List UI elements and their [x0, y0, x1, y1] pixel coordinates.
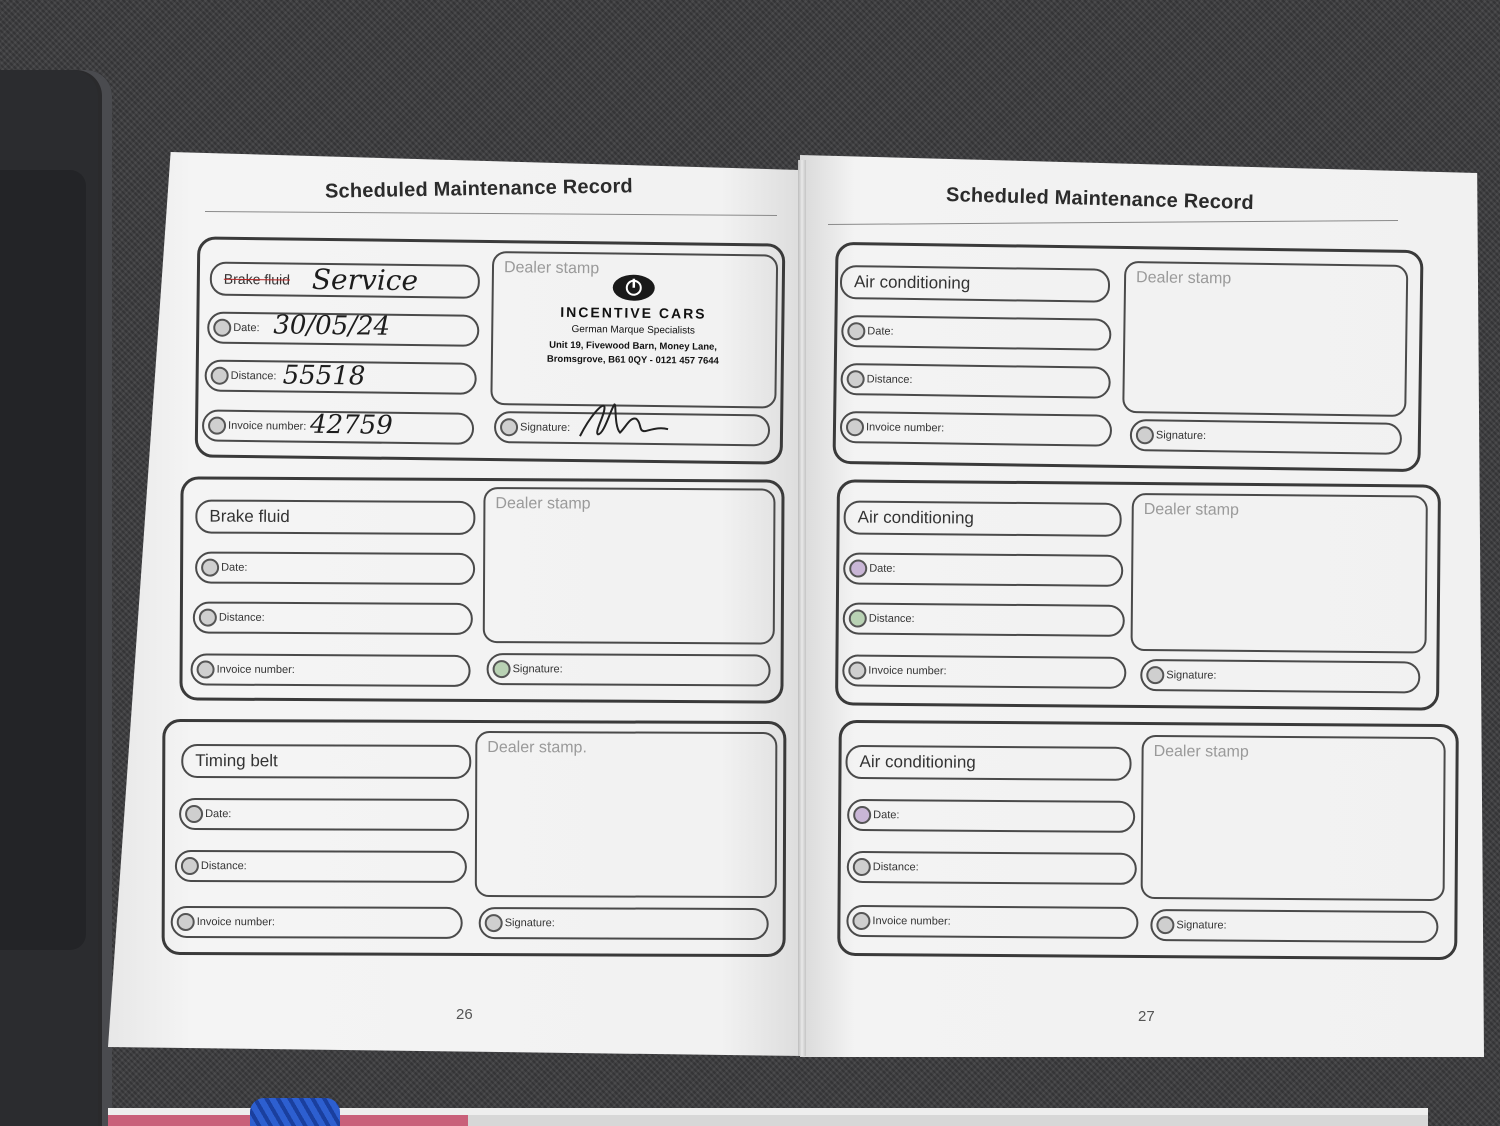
distance-label: Distance:	[872, 861, 919, 874]
date-checkbox[interactable]	[185, 805, 203, 823]
distance-label: Distance:	[218, 611, 265, 624]
case-inner-panel	[0, 170, 86, 950]
dealer-stamp-box	[1141, 735, 1446, 901]
dealer-stamp-box	[1131, 493, 1428, 654]
date-label: Date:	[873, 809, 900, 822]
date-label: Date:	[869, 562, 896, 575]
dealer-stamp-label: Dealer stamp.	[487, 739, 587, 757]
signature-field[interactable]	[479, 907, 769, 940]
signature-field[interactable]	[1130, 419, 1402, 455]
date-label: Date:	[867, 325, 894, 338]
invoice-checkbox[interactable]	[177, 913, 195, 931]
date-field[interactable]	[207, 312, 479, 347]
signature-checkbox[interactable]	[1146, 666, 1164, 684]
signature-label: Signature:	[1155, 429, 1207, 443]
distance-checkbox[interactable]	[181, 857, 199, 875]
dealer-address-line2: Bromsgrove, B61 0QY - 0121 457 7644	[546, 353, 719, 367]
invoice-label: Invoice number:	[872, 915, 951, 928]
service-name-field[interactable]	[840, 265, 1110, 303]
dealer-tagline: German Marque Specialists	[571, 323, 696, 337]
dealer-address-line1: Unit 19, Fivewood Barn, Money Lane,	[549, 339, 718, 353]
signature-field[interactable]	[1150, 909, 1438, 943]
service-name: Timing belt	[195, 751, 278, 771]
invoice-field[interactable]	[202, 409, 474, 444]
invoice-checkbox[interactable]	[846, 418, 864, 436]
right-page-number: 27	[1138, 1008, 1155, 1025]
signature-field[interactable]	[1140, 659, 1420, 693]
handwritten-signature	[576, 396, 687, 443]
dealer-stamp-label: Dealer stamp	[1135, 269, 1232, 288]
dealer-stamp-label: Dealer stamp	[1143, 501, 1239, 519]
distance-field[interactable]	[843, 602, 1125, 636]
invoice-label: Invoice number:	[196, 916, 275, 929]
signature-label: Signature:	[519, 421, 571, 434]
date-checkbox[interactable]	[853, 806, 871, 824]
distance-value: 55518	[282, 360, 366, 392]
power-logo-icon	[613, 274, 655, 301]
dealer-stamp	[513, 273, 754, 369]
signature-label: Signature:	[1176, 919, 1227, 932]
distance-field[interactable]	[847, 851, 1137, 885]
date-field[interactable]	[195, 551, 475, 584]
service-name-field[interactable]	[845, 745, 1131, 781]
date-label: Date:	[233, 321, 260, 335]
invoice-value: 42759	[309, 409, 393, 441]
invoice-field[interactable]	[190, 653, 470, 686]
signature-checkbox[interactable]	[500, 418, 518, 436]
invoice-field[interactable]	[846, 905, 1138, 939]
date-field[interactable]	[843, 552, 1123, 586]
service-name: Air conditioning	[857, 507, 974, 528]
service-name-handwritten: Service	[311, 262, 419, 298]
left-page-number: 26	[456, 1006, 473, 1023]
signature-checkbox[interactable]	[1136, 426, 1154, 444]
date-checkbox[interactable]	[847, 322, 865, 340]
distance-checkbox[interactable]	[847, 370, 865, 388]
service-name: Air conditioning	[853, 272, 971, 293]
date-checkbox[interactable]	[849, 559, 867, 577]
invoice-label: Invoice number:	[216, 663, 295, 677]
dealer-name: INCENTIVE CARS	[560, 303, 707, 322]
signature-checkbox[interactable]	[1156, 916, 1174, 934]
lanyard	[250, 1098, 340, 1126]
service-name-field[interactable]	[181, 744, 471, 779]
service-name: Brake fluid	[209, 506, 290, 526]
distance-label: Distance:	[866, 373, 913, 386]
distance-checkbox[interactable]	[199, 609, 217, 627]
right-record-2	[835, 479, 1441, 710]
date-field[interactable]	[841, 315, 1111, 351]
distance-field[interactable]	[840, 363, 1110, 399]
signature-label: Signature:	[512, 663, 563, 676]
service-name-field[interactable]	[844, 500, 1122, 536]
service-name-field[interactable]	[210, 262, 480, 299]
signature-checkbox[interactable]	[485, 914, 503, 932]
document-case	[0, 70, 112, 1126]
left-record-3	[162, 719, 787, 957]
dealer-stamp-box	[1122, 261, 1408, 417]
date-checkbox[interactable]	[213, 319, 231, 337]
invoice-label: Invoice number:	[227, 419, 307, 433]
invoice-checkbox[interactable]	[197, 661, 215, 679]
dealer-stamp-box	[483, 487, 776, 645]
signature-checkbox[interactable]	[493, 660, 511, 678]
distance-checkbox[interactable]	[211, 367, 229, 385]
dealer-stamp-box	[490, 251, 778, 408]
book-gutter	[798, 160, 806, 1056]
date-field[interactable]	[847, 799, 1135, 833]
date-label: Date:	[221, 561, 248, 574]
invoice-label: Invoice number:	[868, 664, 947, 678]
distance-label: Distance:	[868, 612, 915, 626]
left-record-2	[179, 476, 784, 703]
left-page-title: Scheduled Maintenance Record	[324, 175, 634, 203]
signature-label: Signature:	[1166, 669, 1217, 682]
distance-checkbox[interactable]	[853, 858, 871, 876]
dealer-stamp-label: Dealer stamp	[1153, 743, 1249, 761]
left-record-1	[195, 236, 786, 464]
invoice-checkbox[interactable]	[208, 417, 226, 435]
signature-field[interactable]	[487, 653, 771, 686]
distance-field[interactable]	[204, 360, 476, 395]
distance-checkbox[interactable]	[849, 609, 867, 627]
distance-field[interactable]	[193, 601, 473, 634]
signature-label: Signature:	[504, 917, 555, 930]
dealer-stamp-label: Dealer stamp	[495, 495, 591, 513]
date-label: Date:	[205, 808, 232, 821]
invoice-checkbox[interactable]	[852, 912, 870, 930]
service-name-field[interactable]	[195, 499, 475, 534]
invoice-label: Invoice number:	[865, 421, 945, 435]
right-page-title: Scheduled Maintenance Record	[945, 183, 1255, 215]
right-record-1	[832, 242, 1423, 472]
signature-field[interactable]	[494, 411, 770, 446]
service-name-struck: Brake fluid	[223, 270, 291, 288]
distance-label: Distance:	[230, 369, 277, 383]
date-value: 30/05/24	[273, 310, 391, 342]
distance-field[interactable]	[175, 850, 467, 883]
date-checkbox[interactable]	[201, 559, 219, 577]
invoice-field[interactable]	[840, 411, 1112, 447]
date-field[interactable]	[179, 798, 469, 831]
service-name: Air conditioning	[859, 751, 976, 772]
distance-label: Distance:	[200, 860, 247, 873]
invoice-field[interactable]	[171, 906, 463, 939]
invoice-field[interactable]	[842, 654, 1126, 688]
dealer-stamp-label: Dealer stamp	[503, 259, 600, 278]
right-record-3	[837, 720, 1459, 960]
invoice-checkbox[interactable]	[848, 661, 866, 679]
dealer-stamp-box	[475, 731, 778, 898]
